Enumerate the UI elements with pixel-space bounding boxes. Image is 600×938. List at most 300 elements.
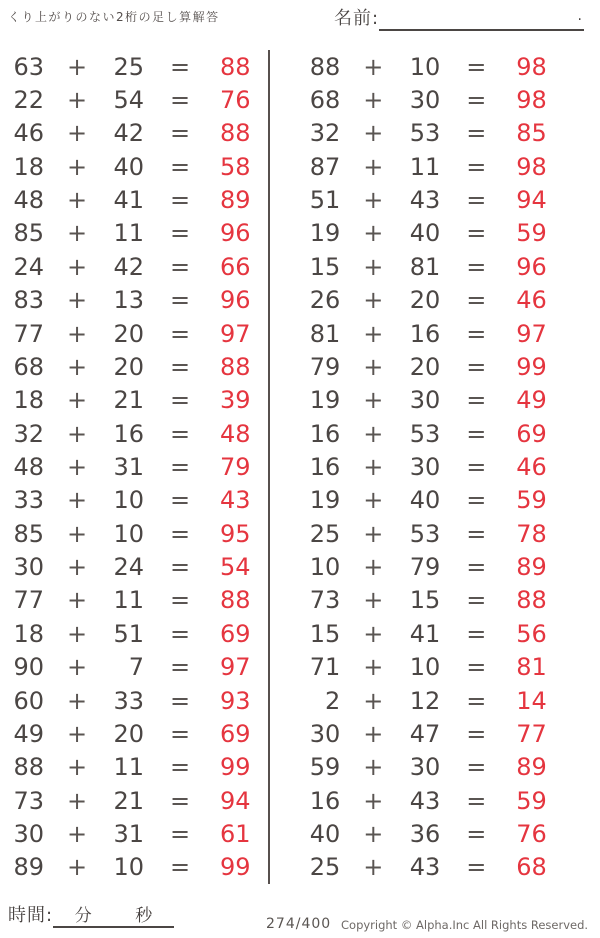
problem-row xyxy=(296,584,600,617)
operand-1: 26 xyxy=(309,286,341,315)
problem-row xyxy=(296,83,600,116)
plus-sign: + xyxy=(363,286,384,315)
plus-sign: + xyxy=(66,686,88,715)
equals-sign: = xyxy=(466,252,487,281)
answer-value: 56 xyxy=(516,619,547,648)
problem-row xyxy=(296,317,600,350)
problem-row xyxy=(296,117,600,150)
answer-value: 99 xyxy=(516,352,547,381)
plus-sign: + xyxy=(66,819,88,848)
plus-sign: + xyxy=(66,319,88,348)
operand-2: 41 xyxy=(113,186,144,215)
answer-value: 85 xyxy=(516,119,547,148)
equals-sign: = xyxy=(466,853,487,882)
plus-sign: + xyxy=(363,352,384,381)
operand-2: 40 xyxy=(113,152,144,181)
operand-2: 30 xyxy=(409,452,441,481)
problem-row xyxy=(0,717,268,750)
problems-area xyxy=(0,50,600,884)
plus-sign: + xyxy=(66,452,88,481)
problem-row xyxy=(0,784,268,817)
equals-sign: = xyxy=(466,352,487,381)
problem-row xyxy=(296,717,600,750)
seconds-label: 秒 xyxy=(135,906,153,926)
plus-sign: + xyxy=(66,853,88,882)
answer-value: 89 xyxy=(516,553,547,582)
problem-row xyxy=(0,350,268,383)
answer-value: 46 xyxy=(516,452,547,481)
page-number: 274/400 xyxy=(266,916,332,932)
operand-1: 71 xyxy=(309,653,341,682)
operand-2: 43 xyxy=(409,853,441,882)
answer-value: 39 xyxy=(220,386,251,415)
problem-row xyxy=(296,250,600,283)
plus-sign: + xyxy=(363,853,384,882)
time-label: 時間: xyxy=(8,905,54,926)
operand-1: 49 xyxy=(13,719,44,748)
problem-row xyxy=(296,851,600,884)
equals-sign: = xyxy=(169,219,191,248)
problem-row xyxy=(296,350,600,383)
problem-row xyxy=(296,550,600,583)
operand-2: 11 xyxy=(409,152,441,181)
operand-1: 19 xyxy=(309,219,341,248)
answer-value: 96 xyxy=(220,219,251,248)
problem-row xyxy=(296,517,600,550)
problem-row xyxy=(296,217,600,250)
plus-sign: + xyxy=(66,553,88,582)
plus-sign: + xyxy=(363,319,384,348)
answer-value: 88 xyxy=(516,586,547,615)
answer-value: 68 xyxy=(516,853,547,882)
name-blank-line[interactable] xyxy=(379,9,584,31)
operand-1: 46 xyxy=(13,119,44,148)
plus-sign: + xyxy=(66,653,88,682)
operand-2: 47 xyxy=(409,719,441,748)
problem-row xyxy=(296,817,600,850)
answer-value: 96 xyxy=(220,286,251,315)
plus-sign: + xyxy=(363,719,384,748)
problem-row xyxy=(296,650,600,683)
equals-sign: = xyxy=(466,653,487,682)
problem-row xyxy=(296,183,600,216)
operand-2: 7 xyxy=(128,653,144,682)
problem-row xyxy=(0,250,268,283)
operand-2: 54 xyxy=(113,86,144,115)
operand-2: 30 xyxy=(409,753,441,782)
problem-row xyxy=(0,550,268,583)
answer-value: 98 xyxy=(516,52,547,81)
operand-2: 79 xyxy=(409,553,441,582)
operand-2: 16 xyxy=(409,319,441,348)
operand-1: 79 xyxy=(309,352,341,381)
plus-sign: + xyxy=(66,419,88,448)
equals-sign: = xyxy=(169,252,191,281)
equals-sign: = xyxy=(466,52,487,81)
operand-2: 20 xyxy=(409,352,441,381)
equals-sign: = xyxy=(169,352,191,381)
operand-1: 15 xyxy=(309,619,341,648)
operand-1: 22 xyxy=(13,86,44,115)
problem-row xyxy=(296,751,600,784)
answer-value: 76 xyxy=(516,819,547,848)
operand-1: 48 xyxy=(13,452,44,481)
plus-sign: + xyxy=(363,52,384,81)
equals-sign: = xyxy=(466,152,487,181)
answer-value: 43 xyxy=(220,486,251,515)
problem-row xyxy=(0,317,268,350)
equals-sign: = xyxy=(466,619,487,648)
copyright-text: Copyright © Alpha.Inc All Rights Reserved. xyxy=(341,918,589,932)
operand-2: 53 xyxy=(409,419,441,448)
equals-sign: = xyxy=(466,819,487,848)
operand-1: 10 xyxy=(309,553,341,582)
problem-row xyxy=(296,384,600,417)
operand-2: 81 xyxy=(409,252,441,281)
answer-value: 61 xyxy=(220,819,251,848)
equals-sign: = xyxy=(466,119,487,148)
equals-sign: = xyxy=(466,586,487,615)
answer-value: 94 xyxy=(220,786,251,815)
equals-sign: = xyxy=(169,819,191,848)
name-label: 名前: xyxy=(334,8,380,29)
operand-2: 51 xyxy=(113,619,144,648)
plus-sign: + xyxy=(363,486,384,515)
plus-sign: + xyxy=(66,286,88,315)
plus-sign: + xyxy=(363,419,384,448)
operand-2: 10 xyxy=(409,52,441,81)
problem-row xyxy=(296,450,600,483)
answer-value: 93 xyxy=(220,686,251,715)
operand-2: 20 xyxy=(113,319,144,348)
operand-1: 89 xyxy=(13,853,44,882)
plus-sign: + xyxy=(363,219,384,248)
plus-sign: + xyxy=(363,519,384,548)
problem-row xyxy=(0,450,268,483)
worksheet-title: くり上がりのない2桁の足し算解答 xyxy=(8,10,220,24)
operand-1: 25 xyxy=(309,853,341,882)
operand-2: 42 xyxy=(113,252,144,281)
answer-value: 76 xyxy=(220,86,251,115)
operand-2: 10 xyxy=(409,653,441,682)
operand-2: 31 xyxy=(113,452,144,481)
problem-row xyxy=(0,517,268,550)
plus-sign: + xyxy=(66,586,88,615)
minutes-label: 分 xyxy=(74,906,92,926)
answer-value: 14 xyxy=(516,686,547,715)
operand-2: 15 xyxy=(409,586,441,615)
plus-sign: + xyxy=(66,219,88,248)
answer-value: 54 xyxy=(220,553,251,582)
answer-value: 79 xyxy=(220,452,251,481)
answer-value: 66 xyxy=(220,252,251,281)
operand-1: 30 xyxy=(13,819,44,848)
plus-sign: + xyxy=(66,753,88,782)
equals-sign: = xyxy=(169,319,191,348)
operand-2: 43 xyxy=(409,786,441,815)
problem-row xyxy=(0,217,268,250)
equals-sign: = xyxy=(169,452,191,481)
equals-sign: = xyxy=(169,619,191,648)
equals-sign: = xyxy=(169,52,191,81)
plus-sign: + xyxy=(66,86,88,115)
equals-sign: = xyxy=(466,519,487,548)
operand-1: 16 xyxy=(309,452,341,481)
operand-2: 25 xyxy=(113,52,144,81)
operand-1: 33 xyxy=(13,486,44,515)
operand-2: 24 xyxy=(113,553,144,582)
equals-sign: = xyxy=(169,586,191,615)
operand-1: 48 xyxy=(13,186,44,215)
problem-row xyxy=(296,684,600,717)
equals-sign: = xyxy=(169,186,191,215)
answer-value: 99 xyxy=(220,853,251,882)
plus-sign: + xyxy=(66,786,88,815)
operand-1: 59 xyxy=(309,753,341,782)
operand-1: 68 xyxy=(13,352,44,381)
problem-row xyxy=(0,284,268,317)
equals-sign: = xyxy=(466,419,487,448)
equals-sign: = xyxy=(466,86,487,115)
operand-2: 41 xyxy=(409,619,441,648)
operand-2: 20 xyxy=(409,286,441,315)
equals-sign: = xyxy=(169,653,191,682)
problem-row xyxy=(0,851,268,884)
operand-2: 21 xyxy=(113,386,144,415)
answer-value: 88 xyxy=(220,52,251,81)
answer-value: 69 xyxy=(220,719,251,748)
equals-sign: = xyxy=(466,719,487,748)
equals-sign: = xyxy=(169,486,191,515)
plus-sign: + xyxy=(363,786,384,815)
time-blank-line[interactable] xyxy=(53,902,174,928)
equals-sign: = xyxy=(169,853,191,882)
operand-1: 68 xyxy=(309,86,341,115)
answer-value: 89 xyxy=(220,186,251,215)
operand-1: 77 xyxy=(13,586,44,615)
answer-value: 81 xyxy=(516,653,547,682)
plus-sign: + xyxy=(363,252,384,281)
operand-1: 88 xyxy=(13,753,44,782)
problem-row xyxy=(0,650,268,683)
problem-row xyxy=(0,584,268,617)
answer-value: 99 xyxy=(220,753,251,782)
equals-sign: = xyxy=(466,452,487,481)
plus-sign: + xyxy=(66,352,88,381)
problem-row xyxy=(0,684,268,717)
plus-sign: + xyxy=(66,52,88,81)
answer-value: 97 xyxy=(220,319,251,348)
plus-sign: + xyxy=(66,386,88,415)
plus-sign: + xyxy=(66,152,88,181)
operand-1: 60 xyxy=(13,686,44,715)
plus-sign: + xyxy=(66,519,88,548)
equals-sign: = xyxy=(169,719,191,748)
operand-2: 31 xyxy=(113,819,144,848)
answer-value: 97 xyxy=(516,319,547,348)
plus-sign: + xyxy=(363,753,384,782)
problem-row xyxy=(0,183,268,216)
plus-sign: + xyxy=(363,119,384,148)
operand-1: 73 xyxy=(309,586,341,615)
operand-2: 30 xyxy=(409,386,441,415)
operand-2: 43 xyxy=(409,186,441,215)
answer-value: 69 xyxy=(516,419,547,448)
plus-sign: + xyxy=(363,386,384,415)
operand-2: 16 xyxy=(113,419,144,448)
operand-2: 53 xyxy=(409,519,441,548)
operand-2: 11 xyxy=(113,586,144,615)
answer-value: 59 xyxy=(516,486,547,515)
problem-row xyxy=(296,284,600,317)
problem-row xyxy=(0,50,268,83)
equals-sign: = xyxy=(169,119,191,148)
plus-sign: + xyxy=(363,653,384,682)
answer-value: 69 xyxy=(220,619,251,648)
problem-row xyxy=(0,150,268,183)
operand-1: 32 xyxy=(309,119,341,148)
operand-1: 18 xyxy=(13,152,44,181)
answer-value: 88 xyxy=(220,119,251,148)
plus-sign: + xyxy=(66,252,88,281)
operand-2: 20 xyxy=(113,352,144,381)
operand-1: 32 xyxy=(13,419,44,448)
answer-value: 59 xyxy=(516,786,547,815)
problem-row xyxy=(0,384,268,417)
operand-2: 13 xyxy=(113,286,144,315)
operand-1: 16 xyxy=(309,786,341,815)
problem-row xyxy=(296,784,600,817)
operand-1: 85 xyxy=(13,519,44,548)
equals-sign: = xyxy=(169,686,191,715)
answer-value: 88 xyxy=(220,352,251,381)
problem-row xyxy=(0,484,268,517)
equals-sign: = xyxy=(466,553,487,582)
operand-1: 63 xyxy=(13,52,44,81)
problem-row xyxy=(0,417,268,450)
answer-value: 78 xyxy=(516,519,547,548)
time-field xyxy=(8,901,174,928)
equals-sign: = xyxy=(466,219,487,248)
answer-value: 46 xyxy=(516,286,547,315)
problem-row xyxy=(296,417,600,450)
operand-1: 18 xyxy=(13,619,44,648)
problem-row xyxy=(0,751,268,784)
operand-2: 42 xyxy=(113,119,144,148)
operand-2: 11 xyxy=(113,753,144,782)
answer-value: 48 xyxy=(220,419,251,448)
answer-value: 49 xyxy=(516,386,547,415)
operand-2: 30 xyxy=(409,86,441,115)
equals-sign: = xyxy=(169,419,191,448)
plus-sign: + xyxy=(363,686,384,715)
operand-1: 83 xyxy=(13,286,44,315)
problem-row xyxy=(296,150,600,183)
operand-1: 15 xyxy=(309,252,341,281)
answer-value: 59 xyxy=(516,219,547,248)
problem-row xyxy=(296,50,600,83)
operand-2: 40 xyxy=(409,486,441,515)
operand-2: 12 xyxy=(409,686,441,715)
operand-1: 87 xyxy=(309,152,341,181)
operand-2: 33 xyxy=(113,686,144,715)
problem-row xyxy=(0,617,268,650)
plus-sign: + xyxy=(66,719,88,748)
answer-value: 96 xyxy=(516,252,547,281)
operand-2: 21 xyxy=(113,786,144,815)
plus-sign: + xyxy=(66,119,88,148)
equals-sign: = xyxy=(169,553,191,582)
answer-value: 89 xyxy=(516,753,547,782)
problem-row xyxy=(0,83,268,116)
operand-1: 19 xyxy=(309,486,341,515)
plus-sign: + xyxy=(363,819,384,848)
problem-row xyxy=(0,117,268,150)
equals-sign: = xyxy=(466,386,487,415)
plus-sign: + xyxy=(363,86,384,115)
operand-2: 40 xyxy=(409,219,441,248)
operand-1: 77 xyxy=(13,319,44,348)
answer-value: 88 xyxy=(220,586,251,615)
operand-2: 10 xyxy=(113,486,144,515)
plus-sign: + xyxy=(363,152,384,181)
plus-sign: + xyxy=(66,486,88,515)
equals-sign: = xyxy=(466,686,487,715)
operand-2: 20 xyxy=(113,719,144,748)
operand-2: 53 xyxy=(409,119,441,148)
operand-1: 40 xyxy=(309,819,341,848)
plus-sign: + xyxy=(363,586,384,615)
operand-1: 30 xyxy=(13,553,44,582)
operand-1: 90 xyxy=(13,653,44,682)
problem-row xyxy=(296,484,600,517)
operand-1: 81 xyxy=(309,319,341,348)
equals-sign: = xyxy=(169,753,191,782)
answer-value: 94 xyxy=(516,186,547,215)
answer-value: 98 xyxy=(516,86,547,115)
operand-1: 30 xyxy=(309,719,341,748)
equals-sign: = xyxy=(466,186,487,215)
operand-2: 11 xyxy=(113,219,144,248)
problem-row xyxy=(296,617,600,650)
equals-sign: = xyxy=(169,786,191,815)
plus-sign: + xyxy=(363,452,384,481)
equals-sign: = xyxy=(466,753,487,782)
problems-column-right xyxy=(270,50,600,884)
plus-sign: + xyxy=(66,186,88,215)
equals-sign: = xyxy=(466,319,487,348)
equals-sign: = xyxy=(169,286,191,315)
operand-2: 36 xyxy=(409,819,441,848)
operand-1: 24 xyxy=(13,252,44,281)
equals-sign: = xyxy=(466,786,487,815)
equals-sign: = xyxy=(169,86,191,115)
operand-1: 51 xyxy=(309,186,341,215)
answer-value: 77 xyxy=(516,719,547,748)
operand-2: 10 xyxy=(113,853,144,882)
operand-1: 88 xyxy=(309,52,341,81)
equals-sign: = xyxy=(169,519,191,548)
operand-1: 16 xyxy=(309,419,341,448)
operand-1: 85 xyxy=(13,219,44,248)
equals-sign: = xyxy=(169,152,191,181)
plus-sign: + xyxy=(363,619,384,648)
problem-row xyxy=(0,817,268,850)
answer-value: 97 xyxy=(220,653,251,682)
operand-1: 19 xyxy=(309,386,341,415)
plus-sign: + xyxy=(363,553,384,582)
name-line-period: . xyxy=(577,8,582,24)
